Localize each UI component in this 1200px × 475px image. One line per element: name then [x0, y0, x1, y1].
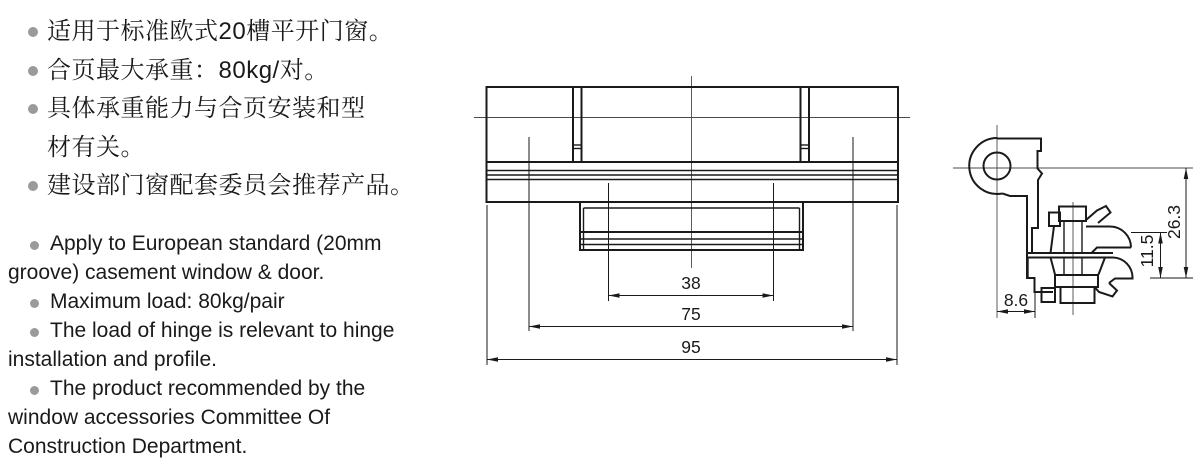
- note-text: The product recommended by the: [50, 377, 366, 400]
- upper-clamp: [1028, 206, 1131, 258]
- note-text: Construction Department.: [8, 435, 248, 458]
- dim-label-8-6: 8.6: [1003, 290, 1029, 310]
- side-view: [953, 125, 1193, 318]
- note-text: Apply to European standard (20mm: [50, 232, 382, 255]
- hinge-knuckle: [969, 138, 1010, 194]
- dim-label-38: 38: [681, 273, 701, 293]
- screw-slot-right: [801, 87, 810, 162]
- note-text: installation and profile.: [8, 348, 217, 371]
- screw-slot-left: [573, 87, 582, 162]
- note-text: 适用于标准欧式20槽平开门窗。: [47, 18, 394, 45]
- dimension-8-6: [997, 288, 1035, 318]
- hinge-body: [487, 87, 899, 202]
- front-view: [474, 76, 910, 365]
- dim-label-11-5: 11.5: [1137, 234, 1157, 268]
- note-text: The load of hinge is relevant to hinge: [50, 319, 395, 342]
- note-text: Maximum load: 80kg/pair: [50, 290, 285, 313]
- hinge-arm-profile: [997, 139, 1053, 293]
- dimension-75: [529, 137, 853, 331]
- note-text: 合页最大承重：80kg/对。: [47, 56, 329, 84]
- dimension-11-5: [1131, 233, 1167, 279]
- dimension-38: [609, 183, 774, 301]
- note-text: 具体承重能力与合页安装和型: [47, 95, 366, 122]
- dim-label-95: 95: [681, 337, 701, 357]
- lower-clamp: [1042, 258, 1133, 304]
- note-text: window accessories Committee Of: [8, 406, 331, 429]
- dim-label-75: 75: [681, 304, 701, 324]
- dim-label-26-3: 26.3: [1164, 204, 1184, 240]
- note-text: 建设部门窗配套委员会推荐产品。: [47, 172, 415, 199]
- note-text: 材有关。: [47, 133, 145, 161]
- note-text: groove) casement window & door.: [8, 261, 325, 284]
